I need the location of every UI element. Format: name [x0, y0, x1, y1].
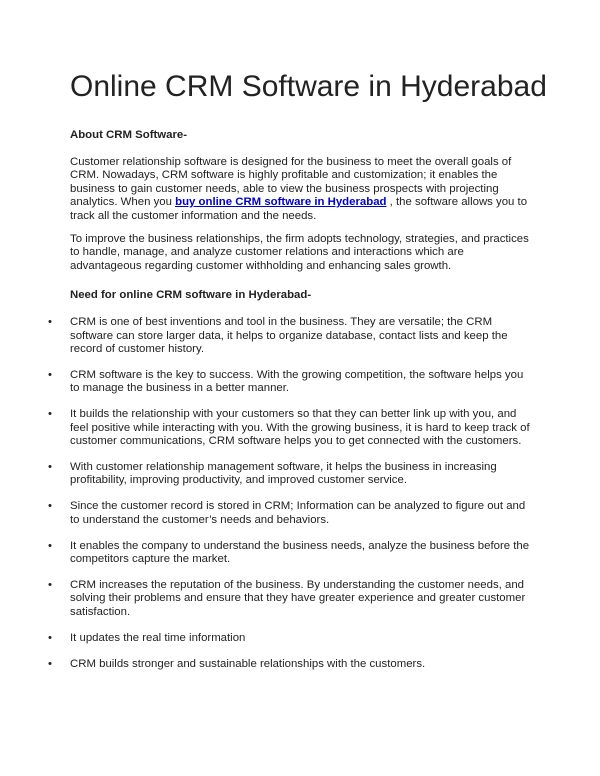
list-item	[48, 539, 530, 567]
list-item-text: CRM increases the reputation of the business. By understanding the customer needs, and solving their problems and ensure that they have greater experience and greater customer satisfaction.	[70, 578, 526, 618]
list-item-text: With customer relationship management software, it helps the business in increasing profitability, improving productivity, and improved customer service.	[70, 461, 497, 487]
list-item	[48, 368, 530, 396]
list-item-text: It enables the company to understand the business needs, analyze the business before the competitors capture the market.	[70, 539, 530, 566]
buy-crm-link[interactable]: buy online CRM software in Hyderabad	[175, 196, 387, 209]
list-item-text: Since the customer record is stored in CRM; Information can be analyzed to figure out and to understand the customer’s needs and behaviors.	[70, 500, 526, 526]
bullet-icon: •	[48, 461, 52, 473]
about-heading: About CRM Software-	[70, 129, 188, 141]
bullet-icon: •	[48, 500, 52, 513]
list-item	[48, 316, 530, 356]
document-body	[48, 128, 530, 683]
list-item	[48, 500, 530, 527]
list-item	[48, 461, 530, 488]
bullet-icon: •	[48, 316, 52, 329]
bullet-icon: •	[48, 631, 52, 644]
about-paragraph-2: To improve the business relationships, the firm adopts technology, strategies, and practices to handle, manage, and analyze customer relations and interactions which are advantageous regarding customer withholding and enhancing sales growth.	[70, 233, 529, 272]
need-heading: Need for online CRM software in Hyderabad-	[70, 289, 312, 302]
bullet-icon: •	[48, 578, 52, 591]
page-title: Online CRM Software in Hyderabad	[70, 70, 547, 103]
about-paragraph-1-start: Customer relationship software is designed for the business to meet the overall goals of CRM. Nowadays, CRM software is highly profitable and customization; it enables the business to gain customer needs, able to view the business prospects with projecting analytics. When you	[70, 156, 512, 209]
bullet-icon: •	[48, 657, 52, 670]
list-item	[48, 631, 530, 645]
list-item-text: It updates the real time information	[70, 631, 246, 644]
about-paragraph-1	[70, 156, 530, 223]
bullet-icon: •	[48, 408, 52, 421]
bullet-icon: •	[48, 368, 52, 381]
list-item	[48, 408, 530, 448]
list-item-text: CRM is one of best inventions and tool in the business. They are versatile; the CRM software can store larger data, it helps to organize database, contact lists and keep the record of customer history.	[70, 316, 508, 356]
bullet-icon: •	[48, 539, 52, 552]
need-list	[48, 316, 530, 671]
list-item	[48, 578, 530, 619]
about-paragraph-1-end: , the software allows you to track all the customer information and the needs.	[70, 196, 528, 222]
list-item-text: It builds the relationship with your customers so that they can better link up with you, and feel positive while interacting with you. With the growing business, it is hard to keep track of customer communications, CRM software helps you to get connected with the customers.	[70, 408, 530, 448]
list-item-text: CRM software is the key to success. With the growing competition, the software helps you to manage the business in a better manner.	[70, 368, 524, 395]
list-item	[48, 657, 530, 671]
list-item-text: CRM builds stronger and sustainable relationships with the customers.	[70, 657, 426, 670]
